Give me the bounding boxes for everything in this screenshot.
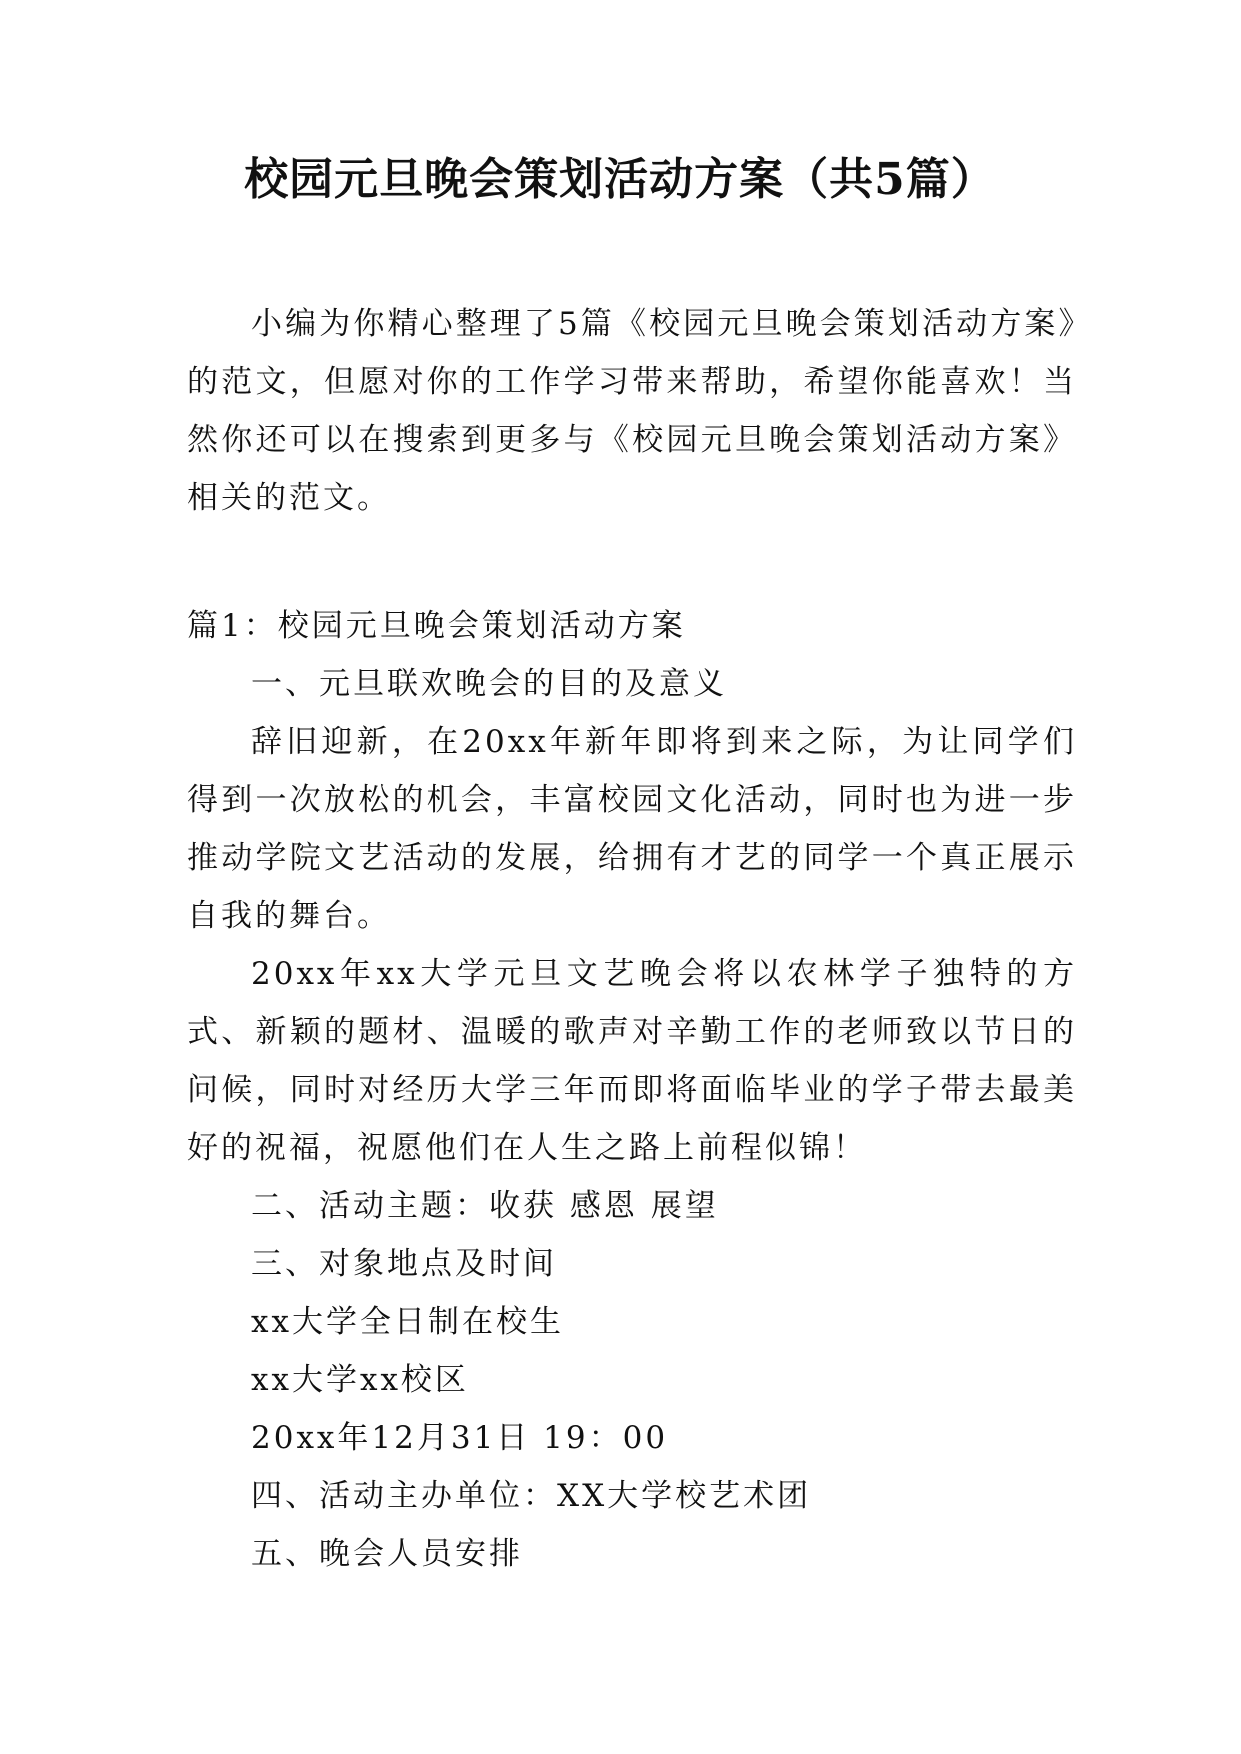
section-heading: 篇1：校园元旦晚会策划活动方案 [187, 608, 686, 644]
intro-paragraph: 小编为你精心整理了5篇《校园元旦晚会策划活动方案》的范文，但愿对你的工作学习带来帮助，希望你能喜欢！当然你还可以在搜索到更多与《校园元旦晚会策划活动方案》相关的范文。 [187, 306, 1077, 516]
heading-theme: 二、活动主题：收获 感恩 展望 [251, 1188, 719, 1224]
target-audience: xx大学全日制在校生 [251, 1304, 564, 1340]
event-paragraph: 20xx年xx大学元旦文艺晚会将以农林学子独特的方式、新颖的题材、温暖的歌声对辛勤工作的老师致以节日的问候，同时对经历大学三年而即将面临毕业的学子带去最美好的祝福，祝愿他们在人生之路上前程似锦！ [187, 956, 1077, 1166]
document-body [187, 295, 1077, 1583]
heading-staff-arrangement: 五、晚会人员安排 [251, 1536, 523, 1572]
heading-purpose: 一、元旦联欢晚会的目的及意义 [251, 666, 727, 702]
heading-target-location-time: 三、对象地点及时间 [251, 1246, 557, 1282]
purpose-paragraph: 辞旧迎新，在20xx年新年即将到来之际，为让同学们得到一次放松的机会，丰富校园文化活动，同时也为进一步推动学院文艺活动的发展，给拥有才艺的同学一个真正展示自我的舞台。 [187, 724, 1077, 934]
event-time: 20xx年12月31日 19：00 [251, 1420, 669, 1456]
event-location: xx大学xx校区 [251, 1362, 469, 1398]
document-title: 校园元旦晚会策划活动方案（共5篇） [244, 154, 996, 205]
section-spacer [187, 527, 1077, 597]
heading-organizer: 四、活动主办单位：XX大学校艺术团 [251, 1478, 812, 1514]
